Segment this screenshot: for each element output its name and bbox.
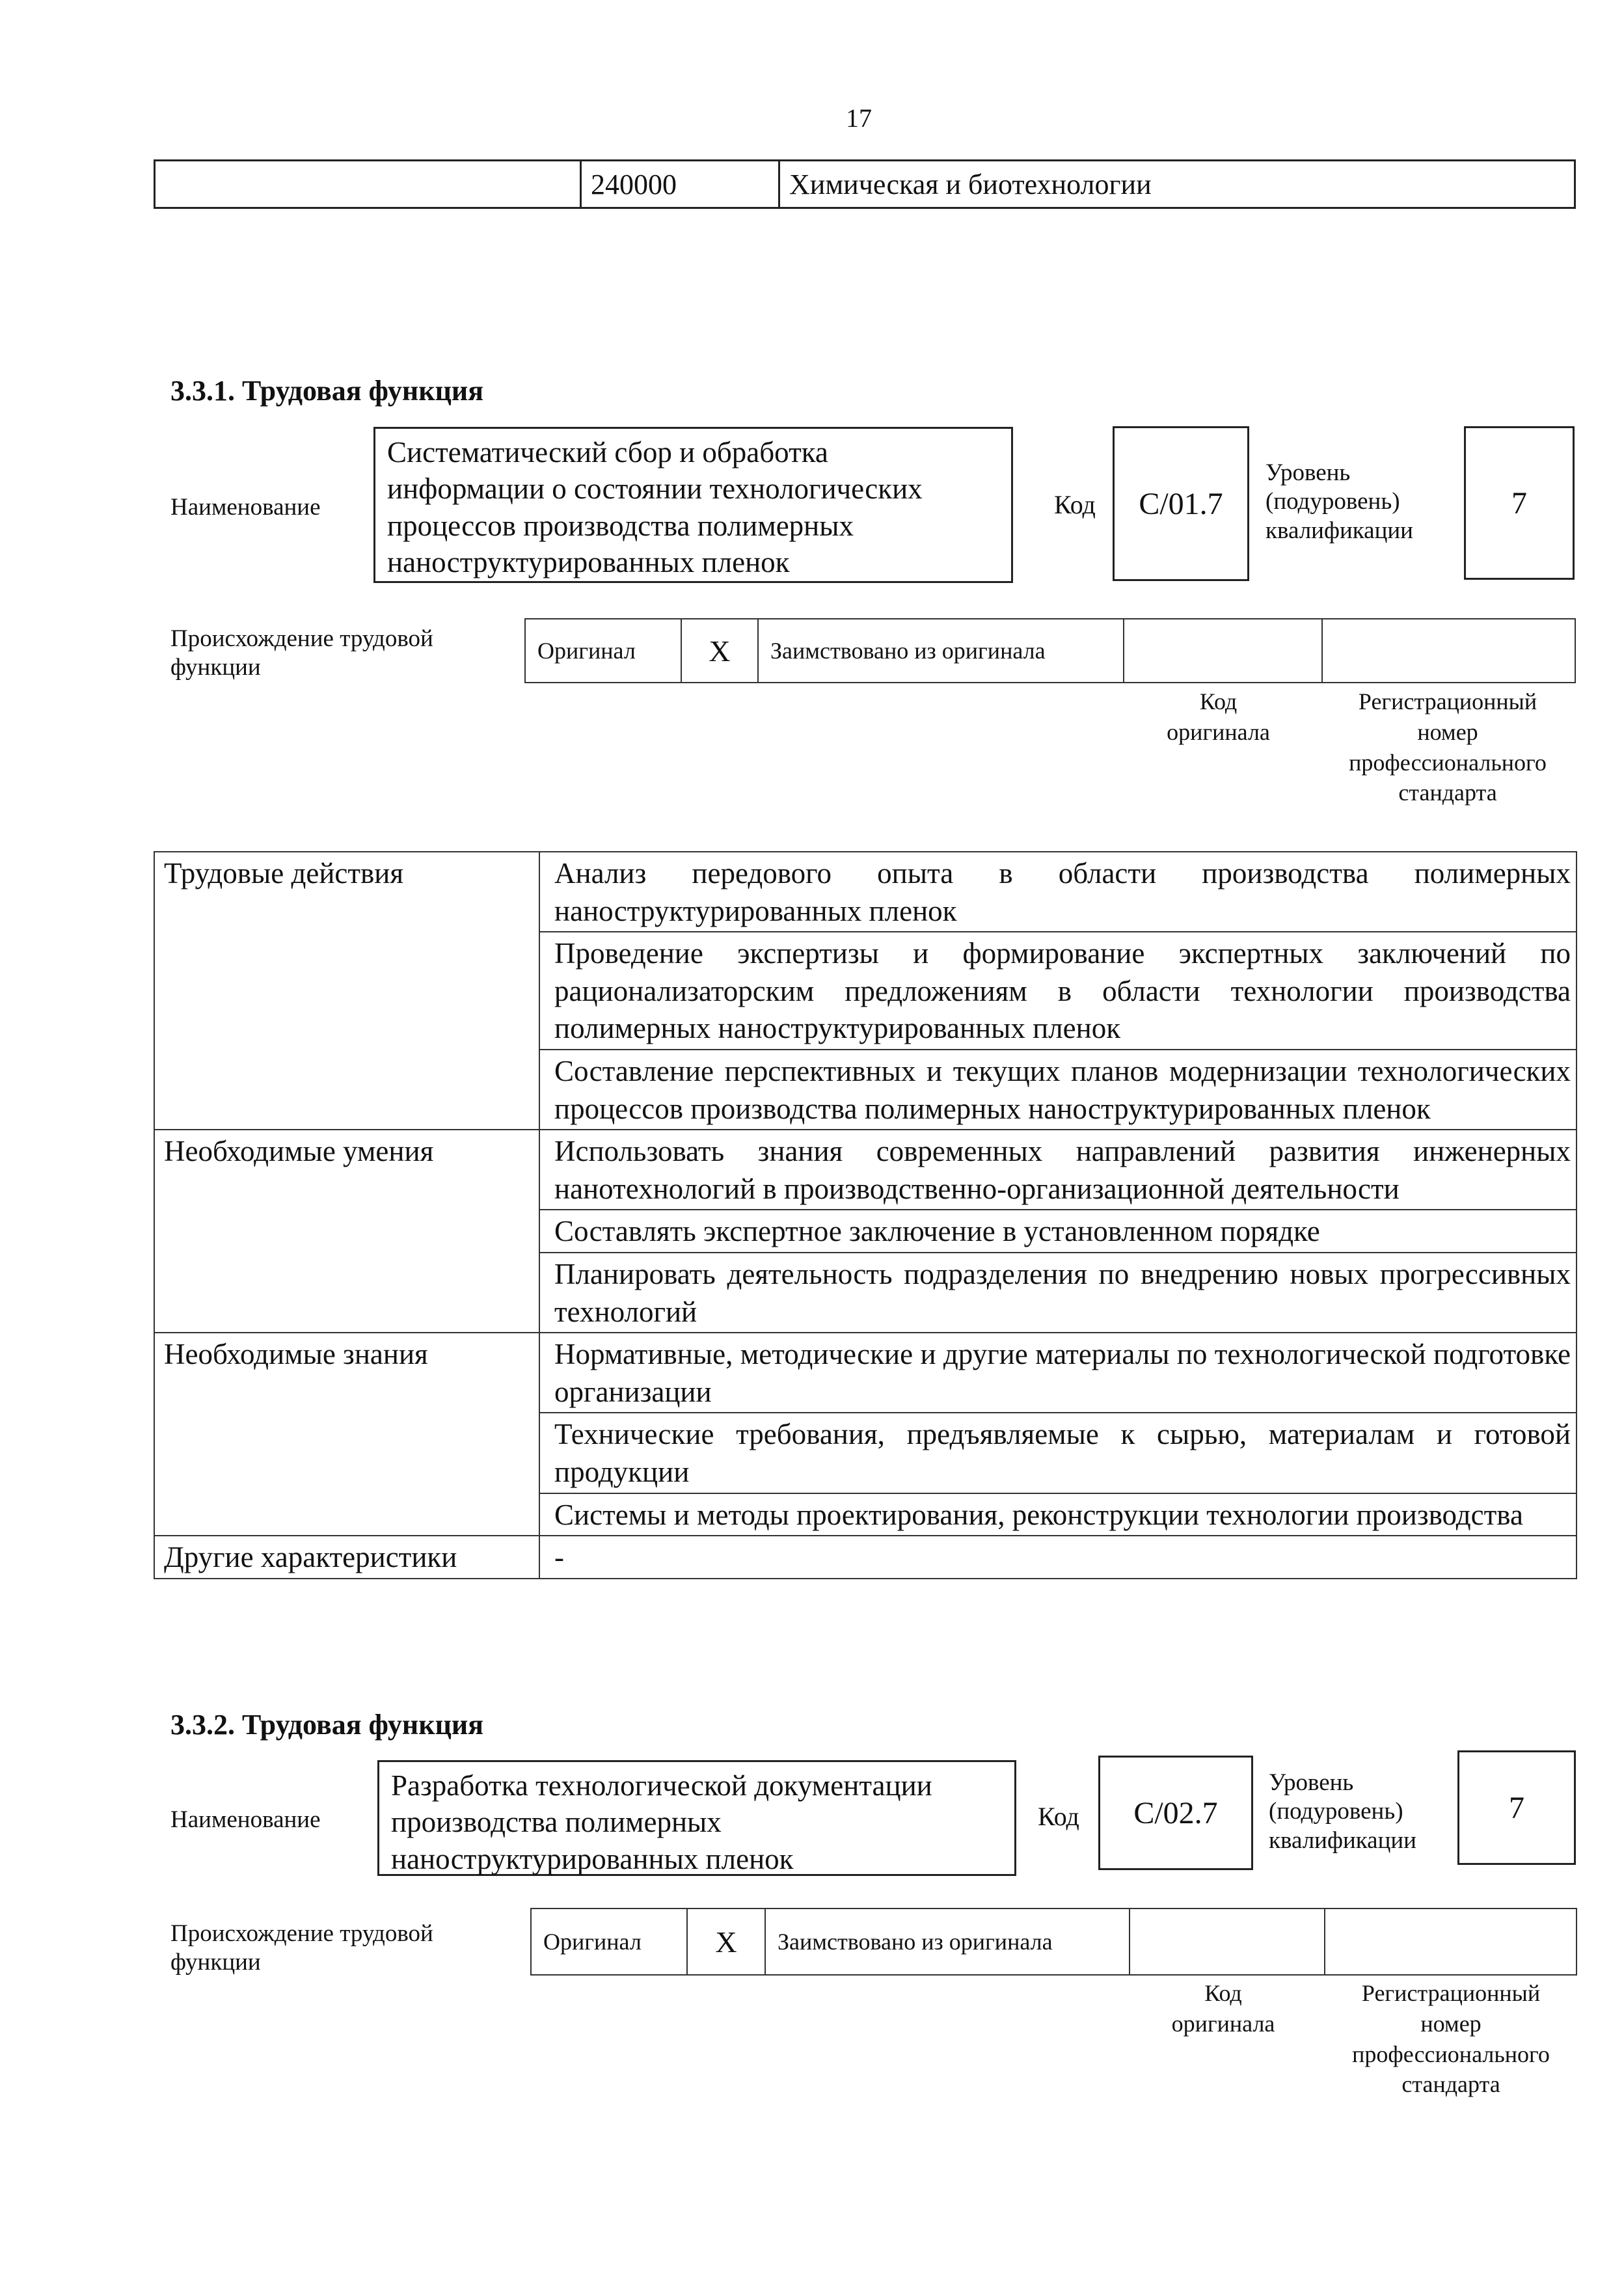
qualification-level: 7 <box>1464 426 1575 580</box>
level-label-line: квалификации <box>1269 1827 1416 1854</box>
qualification-level: 7 <box>1457 1750 1576 1865</box>
function-name-line: Систематический сбор и обработка <box>387 436 828 469</box>
top-table <box>154 159 1576 209</box>
function-name-line: Разработка технологической документации <box>391 1769 932 1802</box>
page-number: 17 <box>846 103 872 133</box>
origin-label-line: Происхождение трудовой <box>170 625 433 652</box>
top-table-empty-cell <box>156 161 582 207</box>
table-row <box>154 1536 1577 1579</box>
borrowed-label: Заимствовано из оригинала <box>766 1909 1130 1974</box>
level-label-line: Уровень <box>1269 1769 1354 1796</box>
function-code: С/01.7 <box>1113 426 1249 581</box>
original-code-caption <box>1126 1978 1321 2039</box>
caption-line: Код <box>1199 688 1238 714</box>
table-row <box>154 1333 1577 1413</box>
function-name-line: производства полимерных <box>391 1806 722 1839</box>
other-characteristics-value: - <box>539 1536 1577 1579</box>
origin-label-line: функции <box>170 1949 261 1976</box>
labor-action-item: Проведение экспертизы и формирование экспертных заключений по рационализаторским предложениям в области технологии производства полимерных наноструктурированных пленок <box>539 932 1577 1050</box>
top-table-code: 240000 <box>582 161 780 207</box>
level-label-line: Уровень <box>1265 459 1351 486</box>
caption-line: оригинала <box>1171 2010 1275 2037</box>
origin-row <box>530 1908 1577 1976</box>
caption-line: номер <box>1417 718 1478 745</box>
other-characteristics-label: Другие характеристики <box>154 1536 539 1579</box>
required-skill-item: Использовать знания современных направлений развития инженерных нанотехнологий в производственно-организационной деятельности <box>539 1130 1577 1210</box>
required-knowledge-item: Нормативные, методические и другие материалы по технологической подготовке организации <box>539 1333 1577 1413</box>
origin-row <box>524 618 1576 683</box>
function-name-line: процессов производства полимерных <box>387 509 854 542</box>
required-skill-item: Планировать деятельность подразделения по внедрению новых прогрессивных технологий <box>539 1253 1577 1333</box>
table-row <box>154 1130 1577 1210</box>
section-heading-3-3-2: 3.3.2. Трудовая функция <box>170 1709 484 1741</box>
original-label: Оригинал <box>526 619 682 682</box>
level-label <box>1269 1769 1416 1855</box>
origin-label-line: функции <box>170 654 261 681</box>
borrowed-label: Заимствовано из оригинала <box>759 619 1124 682</box>
original-label: Оригинал <box>532 1909 688 1974</box>
origin-label <box>170 1920 433 1977</box>
labor-actions-label: Трудовые действия <box>154 852 539 1130</box>
caption-line: стандарта <box>1401 2071 1500 2098</box>
function-name-line: наноструктурированных пленок <box>391 1842 794 1875</box>
function-code: С/02.7 <box>1098 1756 1253 1870</box>
caption-line: профессионального <box>1349 749 1547 776</box>
function-name-box <box>373 427 1013 583</box>
function-name-line: информации о состоянии технологических <box>387 472 923 506</box>
original-code-cell <box>1124 619 1323 682</box>
registration-number-cell <box>1323 619 1575 682</box>
caption-line: стандарта <box>1398 780 1497 806</box>
required-knowledge-item: Системы и методы проектирования, реконструкции технологии производства <box>539 1493 1577 1536</box>
function-name-line: наноструктурированных пленок <box>387 545 790 578</box>
required-skill-item: Составлять экспертное заключение в установленном порядке <box>539 1210 1577 1253</box>
caption-line: профессионального <box>1352 2041 1550 2067</box>
name-label: Наименование <box>170 1806 321 1833</box>
table-row <box>154 852 1577 932</box>
level-label-line: квалификации <box>1265 517 1413 544</box>
original-mark: X <box>688 1909 766 1974</box>
labor-function-table <box>154 851 1577 1579</box>
registration-number-caption <box>1321 1978 1581 2100</box>
caption-line: Регистрационный <box>1361 1980 1541 2006</box>
original-code-cell <box>1130 1909 1325 1974</box>
caption-line: Код <box>1204 1980 1242 2006</box>
labor-action-item: Составление перспективных и текущих планов модернизации технологических процессов производства полимерных наноструктурированных пленок <box>539 1050 1577 1130</box>
section-heading-3-3-1: 3.3.1. Трудовая функция <box>170 375 484 407</box>
required-skills-label: Необходимые умения <box>154 1130 539 1333</box>
caption-line: Регистрационный <box>1358 688 1537 714</box>
caption-line: номер <box>1420 2010 1482 2037</box>
function-name-box <box>377 1760 1016 1876</box>
code-label: Код <box>1038 1802 1079 1831</box>
origin-label <box>170 625 433 683</box>
original-code-caption <box>1119 686 1318 748</box>
origin-label-line: Происхождение трудовой <box>170 1920 433 1947</box>
level-label-line: (подуровень) <box>1265 488 1400 515</box>
original-mark: X <box>682 619 759 682</box>
name-label: Наименование <box>170 494 321 521</box>
top-table-name: Химическая и биотехнологии <box>789 168 1152 200</box>
caption-line: оригинала <box>1167 718 1270 745</box>
required-knowledge-label: Необходимые знания <box>154 1333 539 1536</box>
level-label-line: (подуровень) <box>1269 1798 1403 1825</box>
labor-action-item: Анализ передового опыта в области производства полимерных наноструктурированных пленок <box>539 852 1577 932</box>
required-knowledge-item: Технические требования, предъявляемые к сырью, материалам и готовой продукции <box>539 1413 1577 1493</box>
registration-number-cell <box>1325 1909 1576 1974</box>
level-label <box>1265 459 1413 545</box>
registration-number-caption <box>1318 686 1578 808</box>
code-label: Код <box>1054 490 1096 519</box>
